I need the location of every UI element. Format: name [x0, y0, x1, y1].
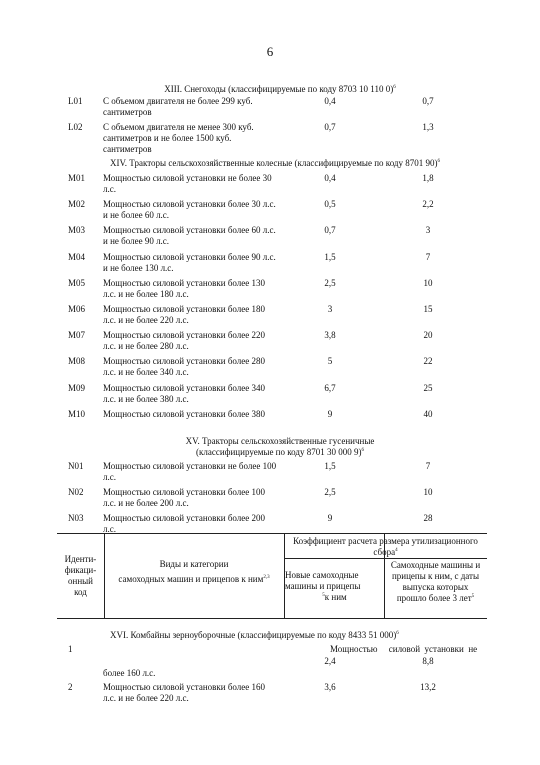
section-heading-xvi-note: 6 [396, 631, 399, 636]
row-value-old: 22 [423, 356, 433, 367]
section-heading-xv [130, 436, 430, 458]
row-value-old: 7 [425, 461, 431, 471]
header-old-line: выпуска которых [402, 582, 469, 592]
header-kinds [104, 559, 284, 585]
header-new-line1: Новые самоходные [285, 570, 359, 580]
header-id-line: Иденти- [64, 554, 97, 564]
row-value-old: 1,8 [422, 173, 434, 183]
row-value-old: 13,2 [420, 682, 436, 692]
table-row [0, 682, 540, 712]
row-value-old: 10 [423, 277, 433, 288]
section-heading-xiv [80, 158, 470, 169]
row-code: M03 [68, 225, 86, 236]
row-code: 1 [68, 644, 73, 654]
row-value-new: 5 [327, 356, 333, 367]
row-value-old: 2,2 [422, 199, 434, 210]
row-desc-bottom: более 160 л.с. [103, 668, 156, 678]
section-heading-xvi [100, 630, 480, 641]
header-id-code [57, 554, 104, 598]
row-value-old: 8,8 [422, 656, 434, 666]
row-description: Мощностью силовой установки более 160 л.с. и не более 220 л.с. [103, 682, 266, 703]
row-value-new: 3 [327, 304, 333, 314]
table-row [0, 122, 540, 152]
row-code: N02 [68, 487, 84, 497]
row-value-old: 40 [423, 408, 433, 419]
section-heading-xvi-text: XVI. Комбайны зерноуборочные (классифицируемые по коду 8433 51 000) [110, 630, 397, 640]
header-old-machines [384, 560, 487, 604]
header-kinds-note: 2,3 [263, 575, 270, 580]
row-description: Мощностью силовой установки более 200 л.с. [103, 513, 266, 534]
row-code: 2 [68, 682, 73, 692]
header-new-line2: машины и прицепы [285, 581, 361, 591]
row-code: N01 [68, 461, 84, 471]
row-value-new: 0,5 [324, 199, 336, 210]
row-code: L01 [68, 96, 83, 106]
row-code: M07 [68, 330, 86, 341]
header-id-line: фикаци- [64, 565, 97, 575]
row-value-new: 3,8 [324, 330, 336, 341]
section-heading-xiv-note: 6 [437, 159, 441, 164]
section-heading-xv-line2: (классифицируемые по коду 8701 30 000 9) [196, 447, 362, 457]
header-kinds-line1: Виды и категории [159, 559, 229, 569]
row-value-new: 9 [327, 513, 333, 523]
row-code: M06 [68, 304, 86, 314]
row-description: Мощностью силовой установки более 130 л.с. и не более 180 л.с. [103, 277, 266, 299]
row-value-new: 6,7 [324, 382, 336, 393]
page-number: 6 [266, 44, 274, 59]
section-heading-xiii [130, 84, 430, 95]
row-value-old: 1,3 [422, 122, 434, 132]
row-code: M09 [68, 382, 86, 393]
row-description: Мощностью силовой установки более 380 [103, 408, 266, 419]
row-code: M01 [68, 173, 86, 183]
table-row [0, 409, 540, 439]
section-heading-xiii-text: XIII. Снегоходы (классифицируемые по коду 8703 10 110 0) [164, 84, 394, 94]
row-value-old: 20 [423, 330, 433, 341]
row-value-new: 0,7 [324, 225, 336, 236]
row-value-old: 25 [423, 382, 433, 393]
row-description: Мощностью силовой установки не более 100 л.с. [103, 461, 277, 482]
row-description: Мощностью силовой установки более 60 л.с. и не более 90 л.с. [103, 225, 276, 247]
header-old-line: прошло более 3 лет [396, 593, 472, 603]
header-old-note: 5 [471, 594, 475, 599]
row-value-new: 1,5 [324, 461, 336, 471]
header-coefficient-note: 4 [395, 548, 398, 553]
header-coefficient [284, 536, 487, 558]
row-value-old: 15 [423, 304, 433, 314]
row-value-old: 28 [423, 513, 433, 523]
row-code: M05 [68, 277, 86, 288]
row-value-old: 0,7 [422, 96, 434, 106]
row-description: С объемом двигателя не менее 300 куб. сантиметров и не более 1500 куб. сантиметров [103, 122, 254, 154]
header-new-machines [285, 570, 384, 603]
row-value-old: 3 [425, 225, 431, 236]
section-heading-xv-line1: XV. Тракторы сельскохозяйственные гусеничные [185, 436, 375, 446]
row-description: Мощностью силовой установки более 220 л.с. и не более 280 л.с. [103, 330, 266, 352]
row-code: M10 [68, 408, 86, 419]
header-old-line: Самоходные машины и [390, 560, 481, 570]
header-new-note: 5 [322, 593, 325, 598]
row-code: M02 [68, 199, 86, 210]
row-value-new: 2,5 [324, 487, 336, 497]
row-code: M04 [68, 251, 86, 262]
row-value-new: 2,4 [324, 656, 336, 666]
row-desc-top: Мощностью силовой установки не [330, 644, 478, 654]
row-value-new: 0,4 [324, 173, 336, 183]
header-id-line: онный [68, 576, 93, 586]
row-description: Мощностью силовой установки более 340 л.с. и не более 380 л.с. [103, 382, 266, 404]
row-code: L02 [68, 122, 83, 132]
header-id-line: код [74, 587, 87, 597]
row-code: M08 [68, 356, 86, 367]
row-code: N03 [68, 513, 84, 523]
row-value-old: 7 [425, 251, 431, 262]
row-value-new: 1,5 [324, 251, 336, 262]
header-old-line: прицепы к ним, с даты [391, 571, 480, 581]
row-description: Мощностью силовой установки более 30 л.с. и не более 60 л.с. [103, 199, 276, 221]
section-heading-xv-note: 6 [361, 448, 364, 453]
header-kinds-line2: самоходных машин и прицепов к ним [118, 574, 264, 584]
row-value-new: 0,4 [324, 96, 336, 106]
table-header [57, 533, 487, 619]
row-description: С объемом двигателя не более 299 куб. сантиметров [103, 96, 253, 117]
row-description: Мощностью силовой установки более 280 л.с. и не более 340 л.с. [103, 356, 266, 378]
row-value-new: 0,7 [324, 122, 336, 132]
row-value-new: 3,6 [324, 682, 336, 692]
row-description: Мощностью силовой установки более 180 л.с. и не более 220 л.с. [103, 304, 266, 325]
row-description: Мощностью силовой установки более 90 л.с. и не более 130 л.с. [103, 251, 276, 273]
header-coefficient-line2: сбора [373, 547, 396, 557]
row-description: Мощностью силовой установки более 100 л.с. и не более 200 л.с. [103, 487, 266, 508]
header-coefficient-line1: Коэффициент расчета размера утилизационного [293, 536, 478, 546]
row-description: Мощностью силовой установки не более 30 л.с. [103, 173, 272, 194]
header-new-line3: к ним [324, 592, 347, 602]
row-value-new: 9 [327, 408, 333, 419]
section-heading-xiii-note: 6 [393, 85, 396, 90]
row-value-old: 10 [423, 487, 433, 497]
section-heading-xiv-text: XIV. Тракторы сельскохозяйственные колесные (классифицируемые по коду 8701 90) [109, 158, 438, 168]
row-value-new: 2,5 [324, 277, 336, 288]
